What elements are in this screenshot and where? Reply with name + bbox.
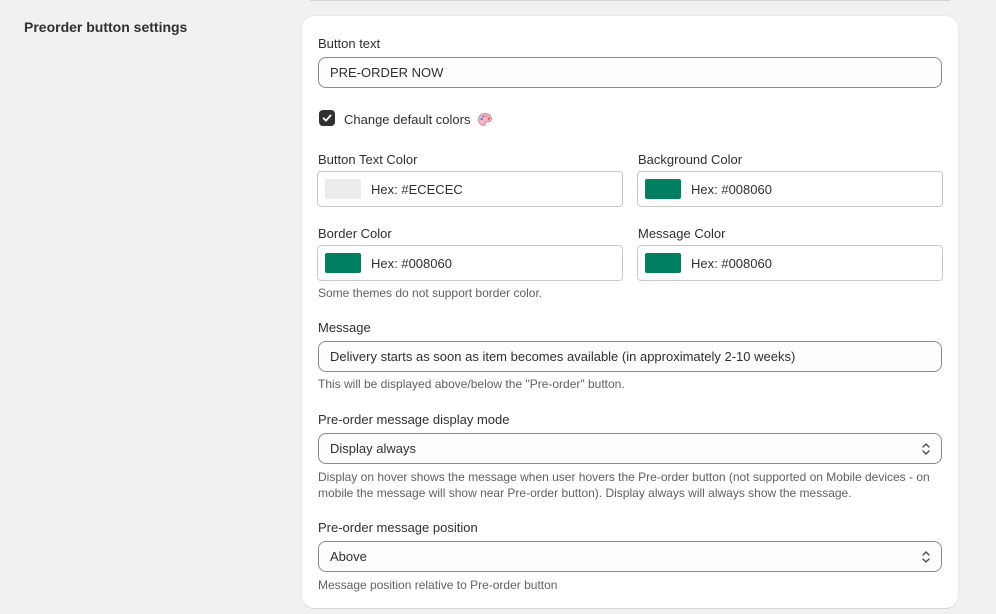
display-mode-label: Pre-order message display mode xyxy=(318,412,510,427)
top-divider xyxy=(310,0,950,1)
border-color-help: Some themes do not support border color. xyxy=(318,286,543,300)
text-color-hex: Hex: #ECECEC xyxy=(371,181,463,197)
border-color-swatch[interactable] xyxy=(325,253,361,273)
background-color-hex: Hex: #008060 xyxy=(691,181,772,197)
display-mode-help-line-1: Display on hover shows the message when user hovers the Pre-order button (not supported on Mobile devices - on xyxy=(318,470,930,484)
text-color-swatch[interactable] xyxy=(325,179,361,199)
palette-icon xyxy=(477,112,493,128)
border-color-hex: Hex: #008060 xyxy=(371,255,452,271)
message-color-swatch[interactable] xyxy=(645,253,681,273)
select-chevron-icon xyxy=(921,442,931,456)
message-input[interactable] xyxy=(318,341,942,372)
background-color-picker[interactable] xyxy=(637,171,943,207)
button-text-input[interactable] xyxy=(318,57,942,88)
message-color-picker[interactable] xyxy=(637,245,943,281)
message-color-label: Message Color xyxy=(638,226,726,241)
display-mode-help-line-2: mobile the message will show near Pre-order button). Display always will always show the message. xyxy=(318,486,852,500)
position-help: Message position relative to Pre-order button xyxy=(318,578,558,592)
section-title: Preorder button settings xyxy=(24,19,188,35)
change-colors-label: Change default colors xyxy=(344,112,471,127)
position-label: Pre-order message position xyxy=(318,520,478,535)
border-color-picker[interactable] xyxy=(317,245,623,281)
checkmark-icon xyxy=(321,112,333,124)
display-mode-value: Display always xyxy=(330,441,416,456)
button-text-value: PRE-ORDER NOW xyxy=(330,65,444,80)
text-color-picker[interactable] xyxy=(317,171,623,207)
message-value: Delivery starts as soon as item becomes available (in approximately 2-10 weeks) xyxy=(330,349,796,364)
message-label: Message xyxy=(318,320,371,335)
display-mode-select[interactable] xyxy=(318,433,942,464)
position-value: Above xyxy=(330,549,367,564)
text-color-label: Button Text Color xyxy=(318,152,418,167)
background-color-label: Background Color xyxy=(638,152,743,167)
message-help: This will be displayed above/below the "Pre-order" button. xyxy=(318,377,625,391)
position-select[interactable] xyxy=(318,541,942,572)
message-color-hex: Hex: #008060 xyxy=(691,255,772,271)
change-colors-checkbox[interactable] xyxy=(319,110,335,126)
select-chevron-icon xyxy=(921,550,931,564)
background-color-swatch[interactable] xyxy=(645,179,681,199)
border-color-label: Border Color xyxy=(318,226,392,241)
button-text-label: Button text xyxy=(318,36,381,51)
